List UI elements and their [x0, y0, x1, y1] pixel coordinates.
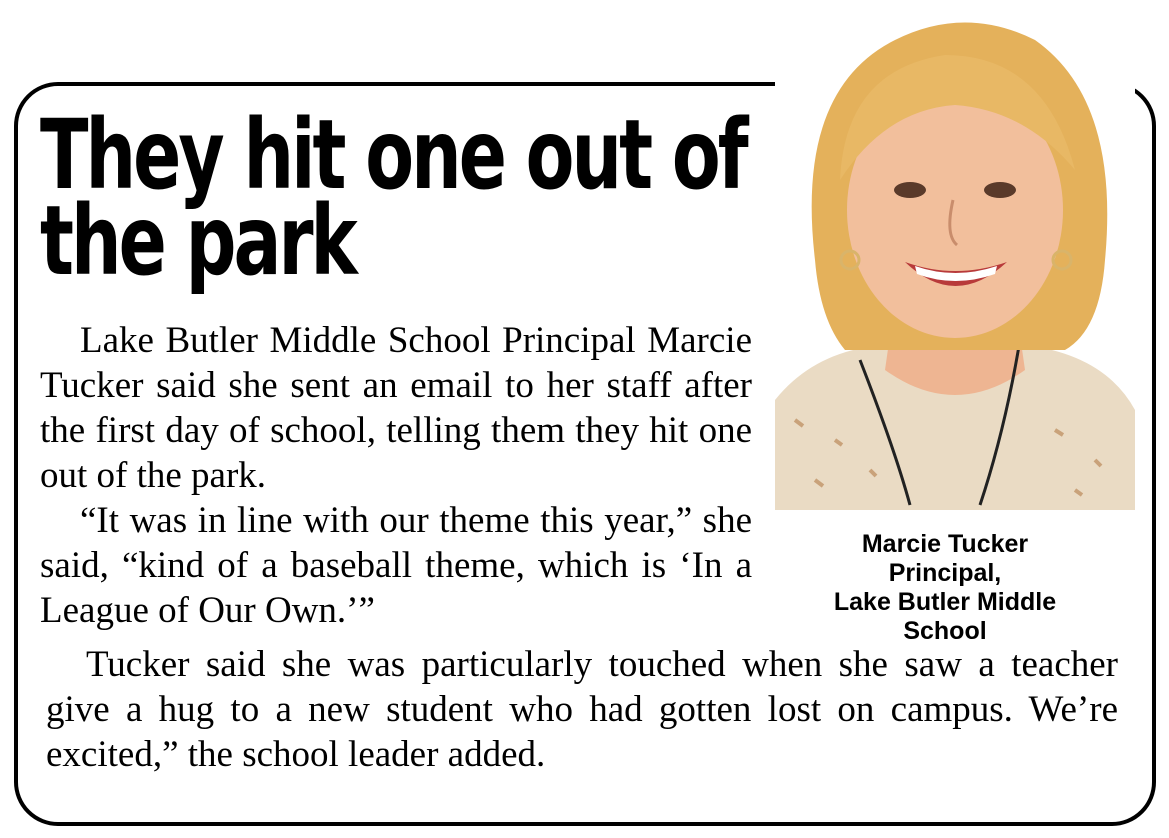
caption-title: Principal,	[888, 559, 1002, 587]
principal-photo	[775, 0, 1135, 510]
eye-right	[984, 182, 1016, 198]
paragraph-3: Tucker said she was particularly touched when she saw a teacher give a hug to a new student who had gotten lost on campus. We’re excited,” the school leader added.	[46, 644, 1118, 775]
headline	[40, 99, 746, 297]
photo-caption	[800, 530, 1090, 646]
paragraph-2: “It was in line with our theme this year,” she said, “kind of a baseball theme, which is ‘In a League of Our Own.’”	[40, 500, 752, 631]
article-column-left	[40, 318, 752, 633]
paragraph-1: Lake Butler Middle School Principal Marcie Tucker said she sent an email to her staff after the first day of school, telling them they hit one out of the park.	[40, 320, 752, 496]
caption-name: Marcie Tucker	[861, 530, 1029, 558]
article-column-bottom	[46, 642, 1118, 777]
portrait-illustration	[775, 0, 1135, 510]
headline-line-1: They hit one out of	[40, 99, 746, 211]
eye-left	[894, 182, 926, 198]
caption-school: Lake Butler Middle School	[833, 588, 1057, 645]
headline-line-2: the park	[40, 185, 355, 297]
